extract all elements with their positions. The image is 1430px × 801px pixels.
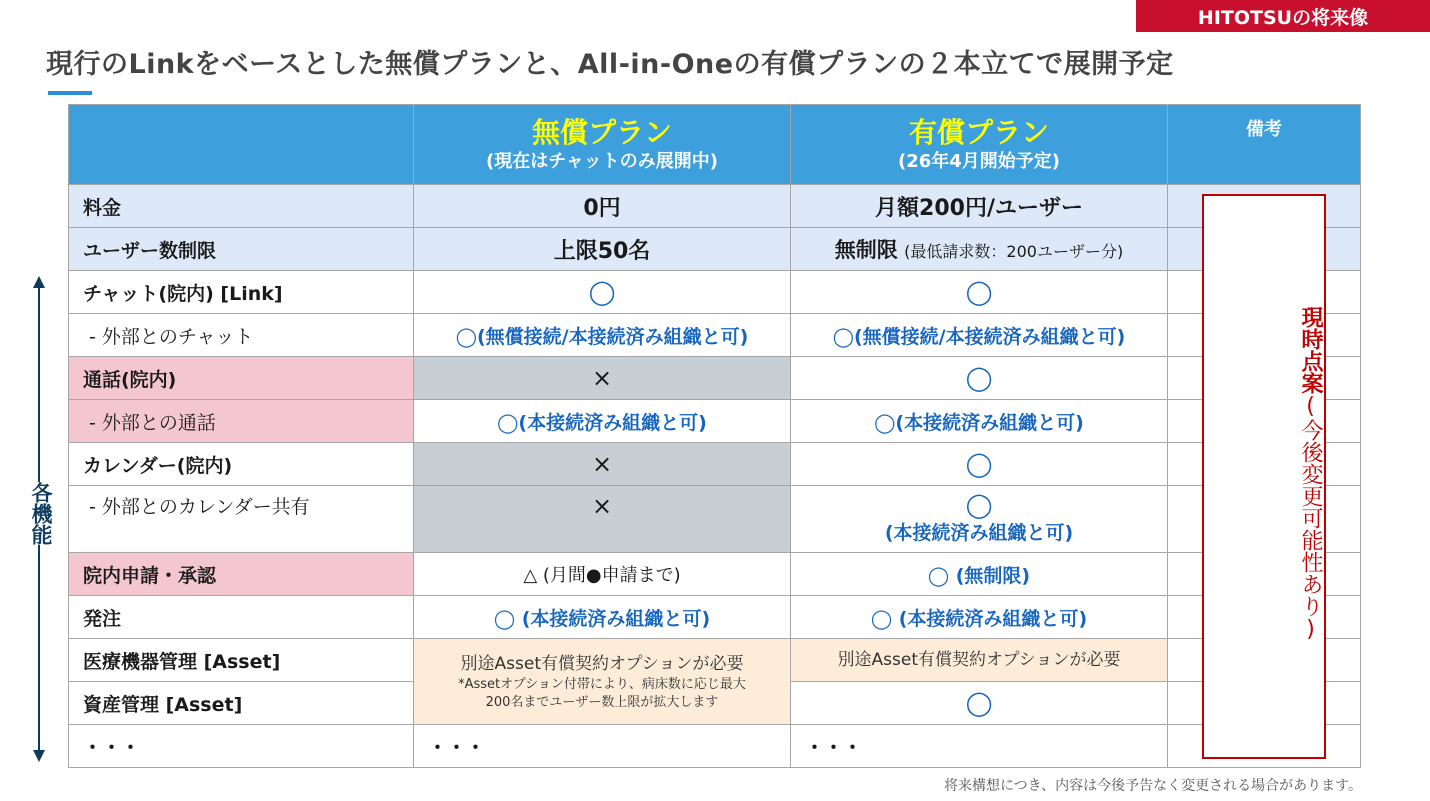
paid-users: 無制限 [834, 238, 898, 262]
free-asset-option: 別途Asset有償契約オプションが必要 [460, 653, 744, 674]
row-label-asset: 資産管理 [Asset] [69, 682, 414, 725]
title-accent-bar [48, 91, 92, 95]
table-row [69, 725, 1361, 768]
paid-users-cell [791, 228, 1168, 271]
free-price: 0円 [414, 185, 791, 228]
row-label-more: ・・・ [69, 725, 414, 768]
row-label-ext-chat: - 外部とのチャット [69, 314, 414, 357]
header-free-plan [414, 105, 791, 185]
paid-medical: 別途Asset有償契約オプションが必要 [791, 639, 1168, 682]
remarks-note-text [1204, 306, 1324, 642]
free-ext-call: ◯(本接続済み組織と可) [414, 400, 791, 443]
paid-ext-call: ◯(本接続済み組織と可) [791, 400, 1168, 443]
header-row [69, 105, 1361, 185]
free-ext-chat: ◯(無償接続/本接続済み組織と可) [414, 314, 791, 357]
footnote: 将来構想につき、内容は今後予告なく変更される場合があります。 [943, 778, 1362, 794]
header-paid-plan [791, 105, 1168, 185]
row-label-users: ユーザー数制限 [69, 228, 414, 271]
paid-plan-name: 有償プラン [908, 115, 1049, 149]
remarks-note-bold: 現時点案 [1298, 306, 1323, 394]
free-approval: △ (月間●申請まで) [414, 553, 791, 596]
remarks-note-box [1202, 194, 1326, 759]
row-label-ext-calendar: - 外部とのカレンダー共有 [69, 486, 414, 553]
plan-comparison-table [68, 104, 1361, 768]
table-row [69, 314, 1361, 357]
free-calendar: × [414, 443, 791, 486]
remarks-note-rest: (今後変更可能性あり) [1298, 394, 1323, 642]
free-asset-option-note: *Assetオプション付帯により、病床数に応じ最大200名までユーザー数上限が拡大します [458, 676, 746, 710]
paid-plan-sub: (26年4月開始予定) [897, 150, 1061, 172]
table-row [69, 596, 1361, 639]
paid-ext-calendar-cell [791, 486, 1168, 553]
table-row [69, 185, 1361, 228]
free-asset-option-cell [414, 639, 791, 725]
row-label-approval: 院内申請・承認 [69, 553, 414, 596]
table-row [69, 443, 1361, 486]
paid-price: 月額200円/ユーザー [791, 185, 1168, 228]
table-row [69, 553, 1361, 596]
table-row [69, 486, 1361, 553]
paid-call: ◯ [791, 357, 1168, 400]
free-order: ◯ (本接続済み組織と可) [414, 596, 791, 639]
header-blank [69, 105, 414, 185]
row-label-calendar: カレンダー(院内) [69, 443, 414, 486]
row-label-call: 通話(院内) [69, 357, 414, 400]
free-plan-name: 無償プラン [531, 115, 672, 149]
paid-more: ・・・ [791, 725, 1168, 768]
table-row [69, 228, 1361, 271]
paid-asset: ◯ [791, 682, 1168, 725]
paid-order: ◯ (本接続済み組織と可) [791, 596, 1168, 639]
row-label-price: 料金 [69, 185, 414, 228]
paid-users-note: (最低請求数：200ユーザー分) [904, 242, 1124, 261]
page-title: 現行のLinkをベースとした無償プランと、All-in-Oneの有償プランの２本立てで展開予定 [46, 49, 1174, 80]
row-label-medical: 医療機器管理 [Asset] [69, 639, 414, 682]
axis-label: 各機能 [26, 482, 54, 545]
arrow-down-icon [33, 750, 45, 762]
row-label-order: 発注 [69, 596, 414, 639]
header-remarks: 備考 [1168, 105, 1361, 185]
section-badge: HITOTSUの将来像 [1136, 0, 1430, 32]
paid-chat: ◯ [791, 271, 1168, 314]
free-more: ・・・ [414, 725, 791, 768]
free-plan-sub: (現在はチャットのみ展開中) [486, 150, 718, 172]
free-ext-calendar: × [414, 486, 791, 553]
free-chat: ◯ [414, 271, 791, 314]
table-row [69, 357, 1361, 400]
row-label-ext-call: - 外部との通話 [69, 400, 414, 443]
table-row [69, 271, 1361, 314]
table-row [69, 400, 1361, 443]
table-row [69, 639, 1361, 682]
paid-calendar: ◯ [791, 443, 1168, 486]
paid-approval: ◯ (無制限) [791, 553, 1168, 596]
free-users: 上限50名 [414, 228, 791, 271]
free-call: × [414, 357, 791, 400]
row-label-chat: チャット(院内) [Link] [69, 271, 414, 314]
paid-ext-calendar-note: (本接続済み組織と可) [884, 522, 1074, 544]
paid-ext-chat: ◯(無償接続/本接続済み組織と可) [791, 314, 1168, 357]
paid-ext-calendar: ◯ [965, 491, 993, 519]
